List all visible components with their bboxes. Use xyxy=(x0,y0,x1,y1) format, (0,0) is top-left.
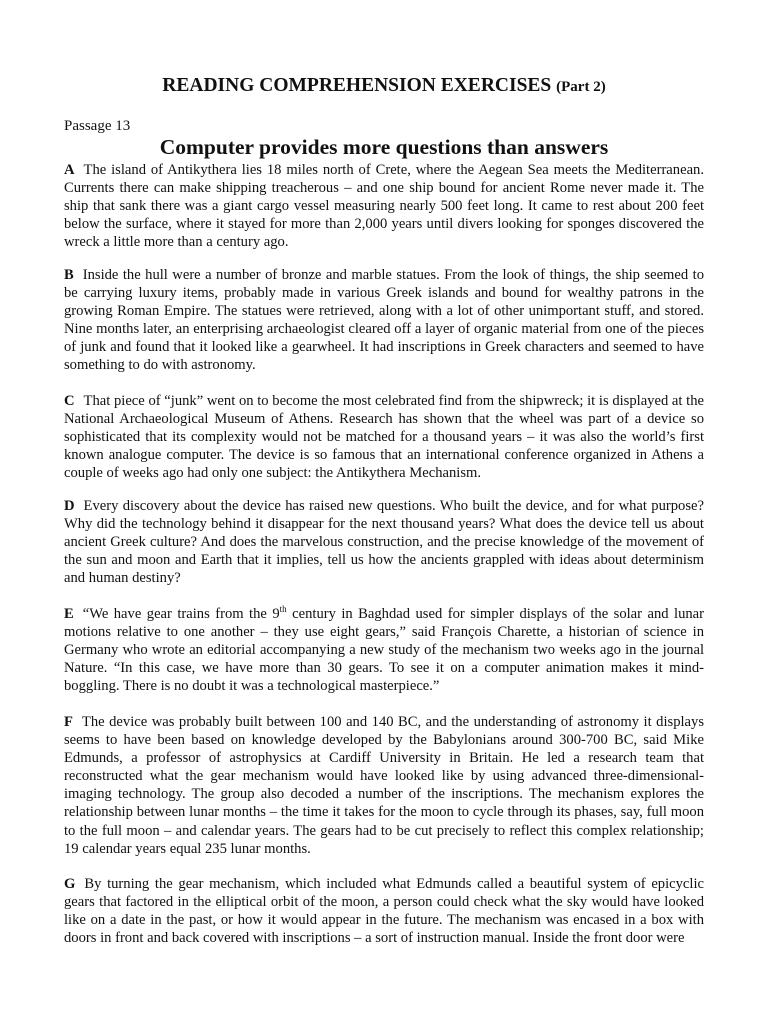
paragraph-letter: E xyxy=(64,606,74,622)
paragraph-g xyxy=(64,875,704,947)
paragraph-letter: F xyxy=(64,714,73,730)
paragraph-text: That piece of “junk” went on to become the most celebrated find from the shipwreck; it is displayed at the National Archaeological Museum of Athens. Research has shown that the wheel was part of a device so sophisticated that its complexity would not be matched for a thousand years – it was also the world’s first known analogue computer. The device is so famous that an international conference organized in Athens a couple of weeks ago had only one subject: the Antikythera Mechanism. xyxy=(64,393,704,482)
paragraph-text: The island of Antikythera lies 18 miles north of Crete, where the Aegean Sea meets the Mediterranean. Currents there can make shipping treacherous – and one ship bound for ancient Rome never made it. The ship that sank there was a giant cargo vessel measuring nearly 500 feet long. It came to rest about 200 feet below the surface, where it stayed for more than 2,000 years until divers looking for sponges discovered the wreck a little more than a century ago. xyxy=(64,162,704,251)
paragraph-text: Every discovery about the device has raised new questions. Who built the device, and for what purpose? Why did the technology behind it disappear for the next thousand years? What does the device tell us about ancient Greek culture? And does the marvelous construction, and the precise knowledge of the movement of the sun and moon and Earth that it implies, tell us how the ancients grappled with ideas about determinism and human destiny? xyxy=(64,498,704,587)
paragraph-b xyxy=(64,266,704,375)
paragraph-e xyxy=(64,605,704,695)
heading-text: READING COMPREHENSION EXERCISES xyxy=(162,75,552,96)
paragraph-c xyxy=(64,392,704,482)
paragraph-a xyxy=(64,161,704,251)
passage-title: Computer provides more questions than answers xyxy=(159,135,609,159)
paragraph-text: The device was probably built between 100 and 140 BC, and the understanding of astronomy it displays seems to have been based on knowledge developed by the Babylonians around 300-700 BC, said Mike Edmunds, a professor of astrophysics at Cardiff University in Britain. He led a research team that reconstructed what the gear mechanism would have looked like by using advanced three-dimensional-imaging technology. The group also decoded a number of the inscriptions. The mechanism explores the relationship between lunar months – the time it takes for the moon to cycle through its phases, say, full moon to the full moon – and calendar years. The gears had to be cut precisely to reflect this complex relationship; 19 calendar years equal 235 lunar months. xyxy=(64,714,704,857)
page-heading xyxy=(64,74,704,99)
paragraph-d xyxy=(64,497,704,587)
paragraph-text: “We have gear trains from the 9 xyxy=(82,606,280,622)
ordinal-superscript: th xyxy=(279,604,287,615)
paragraph-letter: G xyxy=(64,876,76,892)
passage-number: Passage 13 xyxy=(64,118,131,134)
heading-part-label: (Part 2) xyxy=(556,79,606,95)
paragraph-text: By turning the gear mechanism, which included what Edmunds called a beautiful system of epicyclic gears that factored in the elliptical orbit of the moon, a person could check what the sky would have looked like on a date in the past, or how it would appear in the future. The mechanism was encased in a box with doors in front and back covered with inscriptions – a sort of instruction manual. Inside the front door were xyxy=(64,876,704,947)
paragraph-f xyxy=(64,713,704,858)
paragraph-text-continued: century in Baghdad used for simpler displays of the solar and lunar motions relative to one another – they use eight gears,” said François Charette, a historian of science in Germany who wrote an editorial accompanying a new study of the mechanism two weeks ago in the journal Nature. “In this case, we have more than 30 gears. To see it on a computer animation makes it mind-boggling. There is no doubt it was a technological masterpiece.” xyxy=(64,606,704,695)
paragraph-text: Inside the hull were a number of bronze and marble statues. From the look of things, the ship seemed to be carrying luxury items, probably made in various Greek islands and bound for wealthy patrons in the growing Roman Empire. The statues were retrieved, along with a lot of other unimportant stuff, and stored. Nine months later, an enterprising archaeologist cleared off a layer of organic material from one of the pieces of junk and found that it looked like a gearwheel. It had inscriptions in Greek characters and seemed to have something to do with astronomy. xyxy=(64,267,704,374)
paragraph-letter: A xyxy=(64,162,75,178)
paragraph-letter: D xyxy=(64,498,75,514)
paragraph-letter: C xyxy=(64,393,75,409)
paragraph-letter: B xyxy=(64,267,74,283)
